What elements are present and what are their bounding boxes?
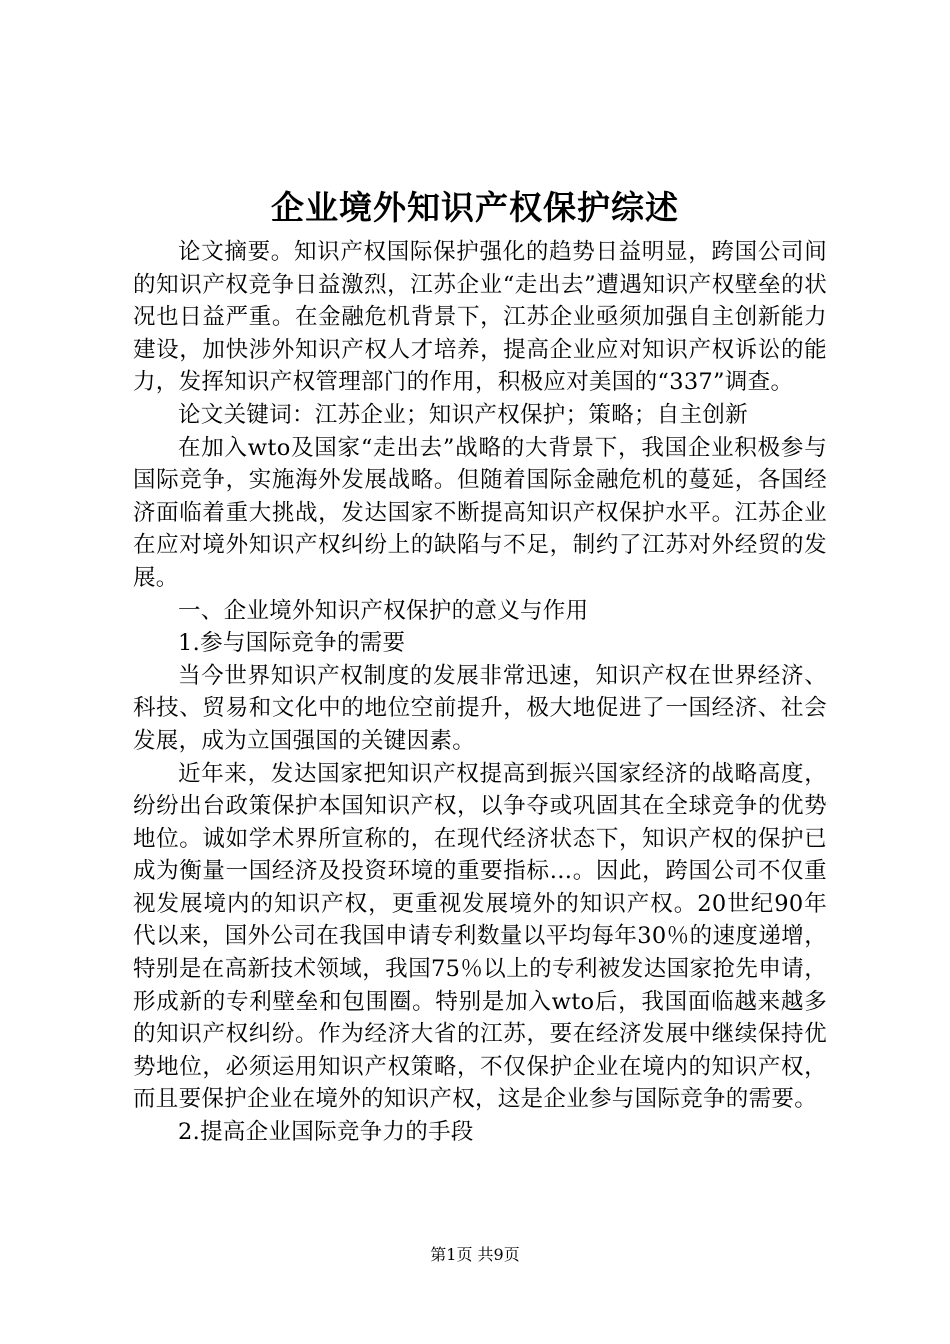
subsection-heading: 1.参与国际竞争的需要: [178, 630, 406, 657]
abstract-paragraph: 论文摘要。知识产权国际保护强化的趋势日益明显，跨国公司间的知识产权竞争日益激烈，江苏企业“走出去”遭遇知识产权壁垒的状况也日益严重。在金融危机背景下，江苏企业亟须加强自主创新能力建设，加快涉外知识产权人才培养，提高企业应对知识产权诉讼的能力，发挥知识产权管理部门的作用，积极应对美国的“337”调查。: [133, 239, 827, 396]
section-heading: 一、企业境外知识产权保护的意义与作用: [178, 597, 589, 624]
intro-paragraph: 在加入wto及国家“走出去”战略的大背景下，我国企业积极参与国际竞争，实施海外发展战略。但随着国际金融危机的蔓延，各国经济面临着重大挑战，发达国家不断提高知识产权保护水平。江苏企业在应对境外知识产权纠纷上的缺陷与不足，制约了江苏对外经贸的发展。: [133, 434, 827, 591]
subsection-heading: 2.提高企业国际竞争力的手段: [178, 1119, 474, 1146]
page-number: 第1页 共9页: [430, 1245, 520, 1264]
document-body: [133, 236, 827, 1149]
document-title: 企业境外知识产权保护综述: [271, 188, 679, 227]
body-paragraph: 当今世界知识产权制度的发展非常迅速，知识产权在世界经济、科技、贸易和文化中的地位空前提升，极大地促进了一国经济、社会发展，成为立国强国的关键因素。: [133, 662, 827, 754]
keywords-paragraph: 论文关键词：江苏企业；知识产权保护；策略；自主创新: [178, 401, 749, 428]
body-paragraph: 近年来，发达国家把知识产权提高到振兴国家经济的战略高度，纷纷出台政策保护本国知识产权，以争夺或巩固其在全球竞争的优势地位。诚如学术界所宣称的，在现代经济状态下，知识产权的保护已成为衡量一国经济及投资环境的重要指标…。因此，跨国公司不仅重视发展境内的知识产权，更重视发展境外的知识产权。20世纪90年代以来，国外公司在我国申请专利数量以平均每年30％的速度递增，特别是在高新技术领域，我国75％以上的专利被发达国家抢先申请，形成新的专利壁垒和包围圈。特别是加入wto后，我国面临越来越多的知识产权纠纷。作为经济大省的江苏，要在经济发展中继续保持优势地位，必须运用知识产权策略，不仅保护企业在境内的知识产权，而且要保护企业在境外的知识产权，这是企业参与国际竞争的需要。: [133, 760, 827, 1113]
